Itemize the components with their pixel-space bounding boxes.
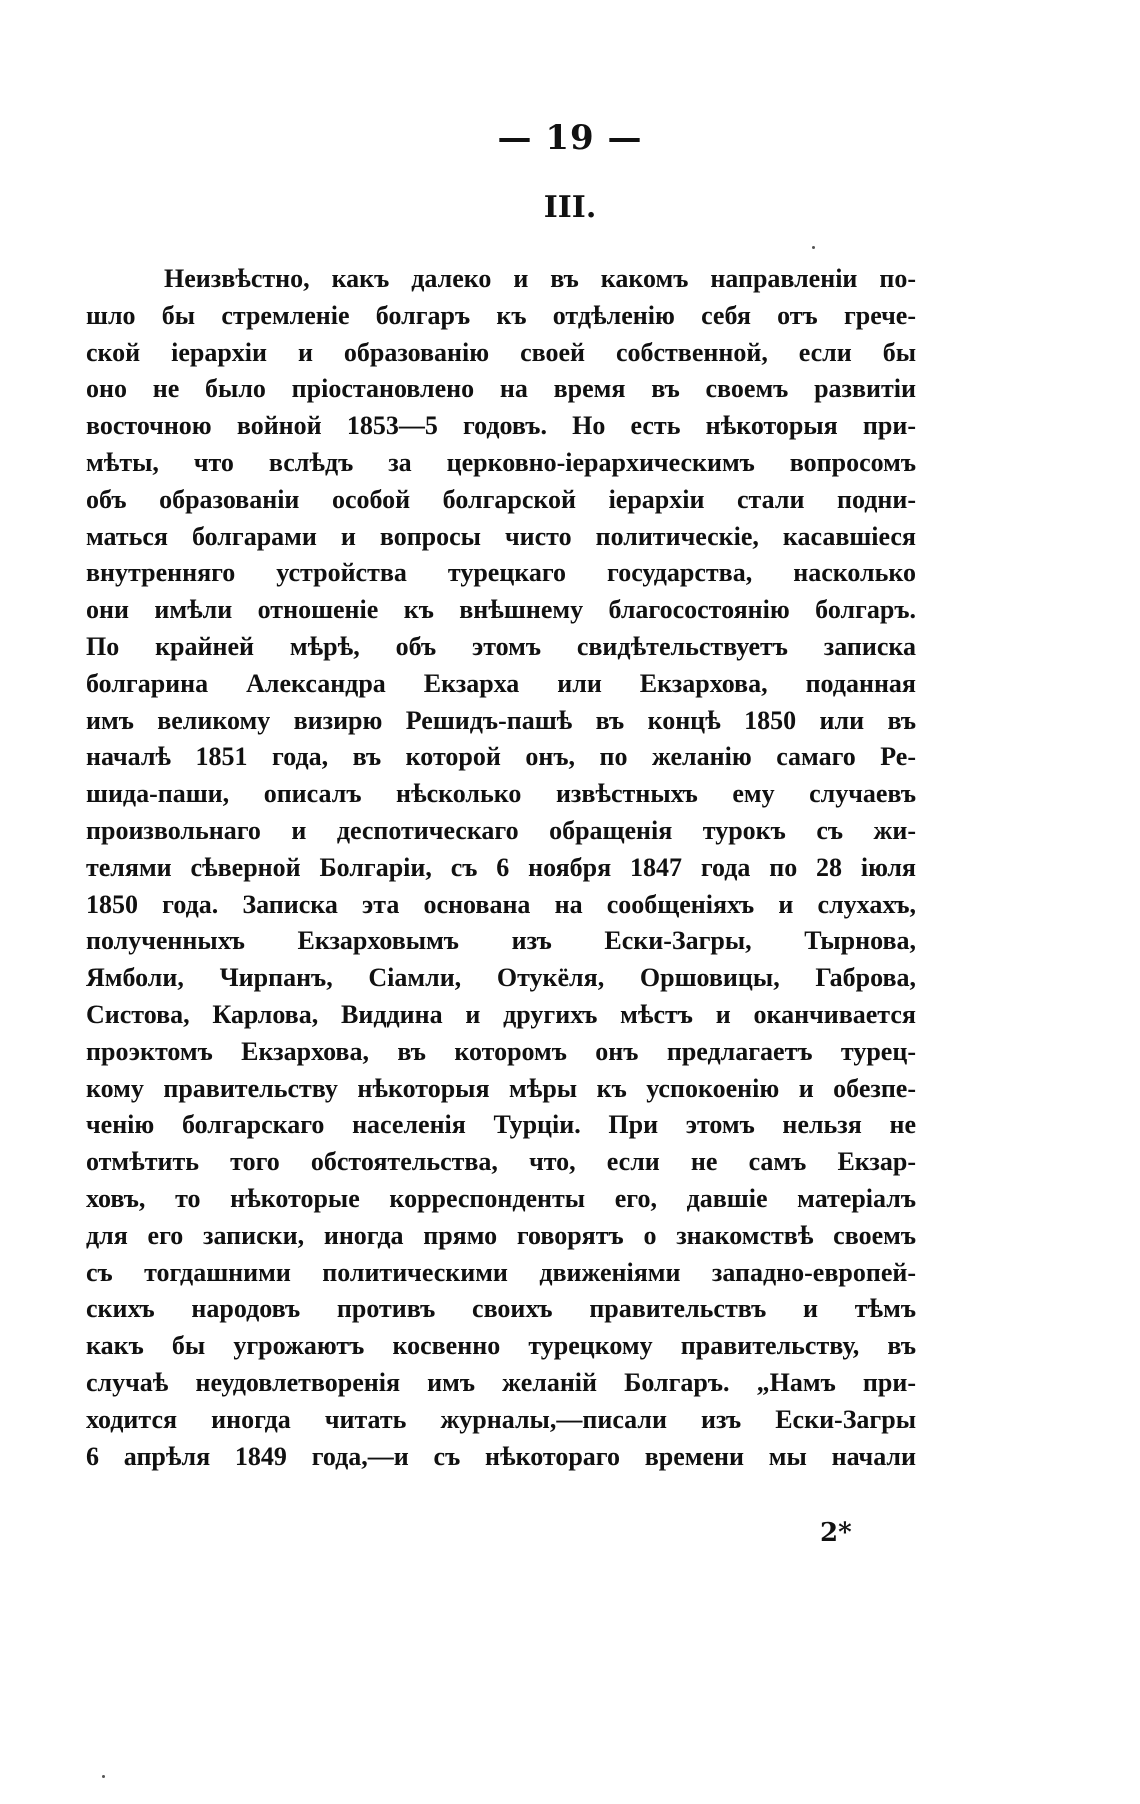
text-line: началѣ 1851 года, въ которой онъ, по желанію самаго Ре- <box>86 742 916 772</box>
text-line: 6 апрѣля 1849 года,—и съ нѣкотораго времени мы начали <box>86 1441 916 1471</box>
text-line: для его записки, иногда прямо говорятъ о знакомствѣ своемъ <box>86 1220 916 1250</box>
text-line: болгарина Александра Екзарха или Екзархова, поданная <box>86 668 916 698</box>
text-line: объ образованіи особой болгарской іерархіи стали подни- <box>86 484 916 514</box>
text-line: шида-паши, описалъ нѣсколько извѣстныхъ ему случаевъ <box>86 779 916 809</box>
text-line: кому правительству нѣкоторыя мѣры къ успокоенію и обезпе- <box>86 1073 916 1103</box>
text-line: шло бы стремленіе болгаръ къ отдѣленію себя отъ грече- <box>86 300 916 330</box>
text-line: маться болгарами и вопросы чисто политическіе, касавшіеся <box>86 521 916 551</box>
text-line: ховъ, то нѣкоторые корреспонденты его, давшіе матеріалъ <box>86 1183 916 1213</box>
text-line: Неизвѣстно, какъ далеко и въ какомъ направленіи по- <box>164 264 916 293</box>
text-line: телями сѣверной Болгаріи, съ 6 ноября 1847 года по 28 іюля <box>86 852 916 882</box>
text-line: отмѣтить того обстоятельства, что, если не самъ Екзар- <box>86 1147 916 1177</box>
text-line: мѣты, что вслѣдъ за церковно-іерархическимъ вопросомъ <box>86 447 916 477</box>
text-line: имъ великому визирю Решидъ-пашѣ въ концѣ 1850 или въ <box>86 705 916 735</box>
body-text <box>86 261 916 1475</box>
text-line: какъ бы угрожаютъ косвенно турецкому правительству, въ <box>86 1331 916 1361</box>
text-line: восточною войной 1853—5 годовъ. Но есть нѣкоторыя при- <box>86 411 916 441</box>
text-line: 1850 года. Записка эта основана на сообщеніяхъ и слухахъ, <box>86 889 916 919</box>
page-number: — 19 — <box>497 118 643 158</box>
text-line: ходится иногда читать журналы,—писали изъ Ески-Загры <box>86 1404 916 1434</box>
text-line: проэктомъ Екзархова, въ которомъ онъ предлагаетъ турец- <box>86 1036 916 1066</box>
text-line: полученныхъ Екзарховымъ изъ Ески-Загры, Тырнова, <box>86 926 916 956</box>
text-line: они имѣли отношеніе къ внѣшнему благосостоянію болгаръ. <box>86 595 916 625</box>
text-line: По крайней мѣрѣ, объ этомъ свидѣтельствуетъ записка <box>86 631 916 661</box>
section-heading: III. <box>543 190 597 225</box>
text-line: внутренняго устройства турецкаго государства, насколько <box>86 558 916 588</box>
text-line: ской іерархіи и образованію своей собственной, если бы <box>86 337 916 367</box>
text-line: скихъ народовъ противъ своихъ правительствъ и тѣмъ <box>86 1294 916 1324</box>
scan-speck <box>812 246 815 249</box>
text-line: ченію болгарскаго населенія Турціи. При этомъ нельзя не <box>86 1110 916 1140</box>
text-line: произвольнаго и деспотическаго обращенія турокъ съ жи- <box>86 815 916 845</box>
scan-speck <box>102 1775 105 1778</box>
text-line: случаѣ неудовлетворенія имъ желаній Болгаръ. „Намъ при- <box>86 1367 916 1397</box>
text-line: съ тогдашними политическими движеніями западно-европей- <box>86 1257 916 1287</box>
text-line: оно не было пріостановлено на время въ своемъ развитіи <box>86 374 916 404</box>
signature-mark: 2* <box>820 1518 852 1548</box>
text-line: Ямболи, Чирпанъ, Сіамли, Отукёля, Оршовицы, Габрова, <box>86 963 916 993</box>
text-line: Систова, Карлова, Виддина и другихъ мѣстъ и оканчивается <box>86 999 916 1029</box>
